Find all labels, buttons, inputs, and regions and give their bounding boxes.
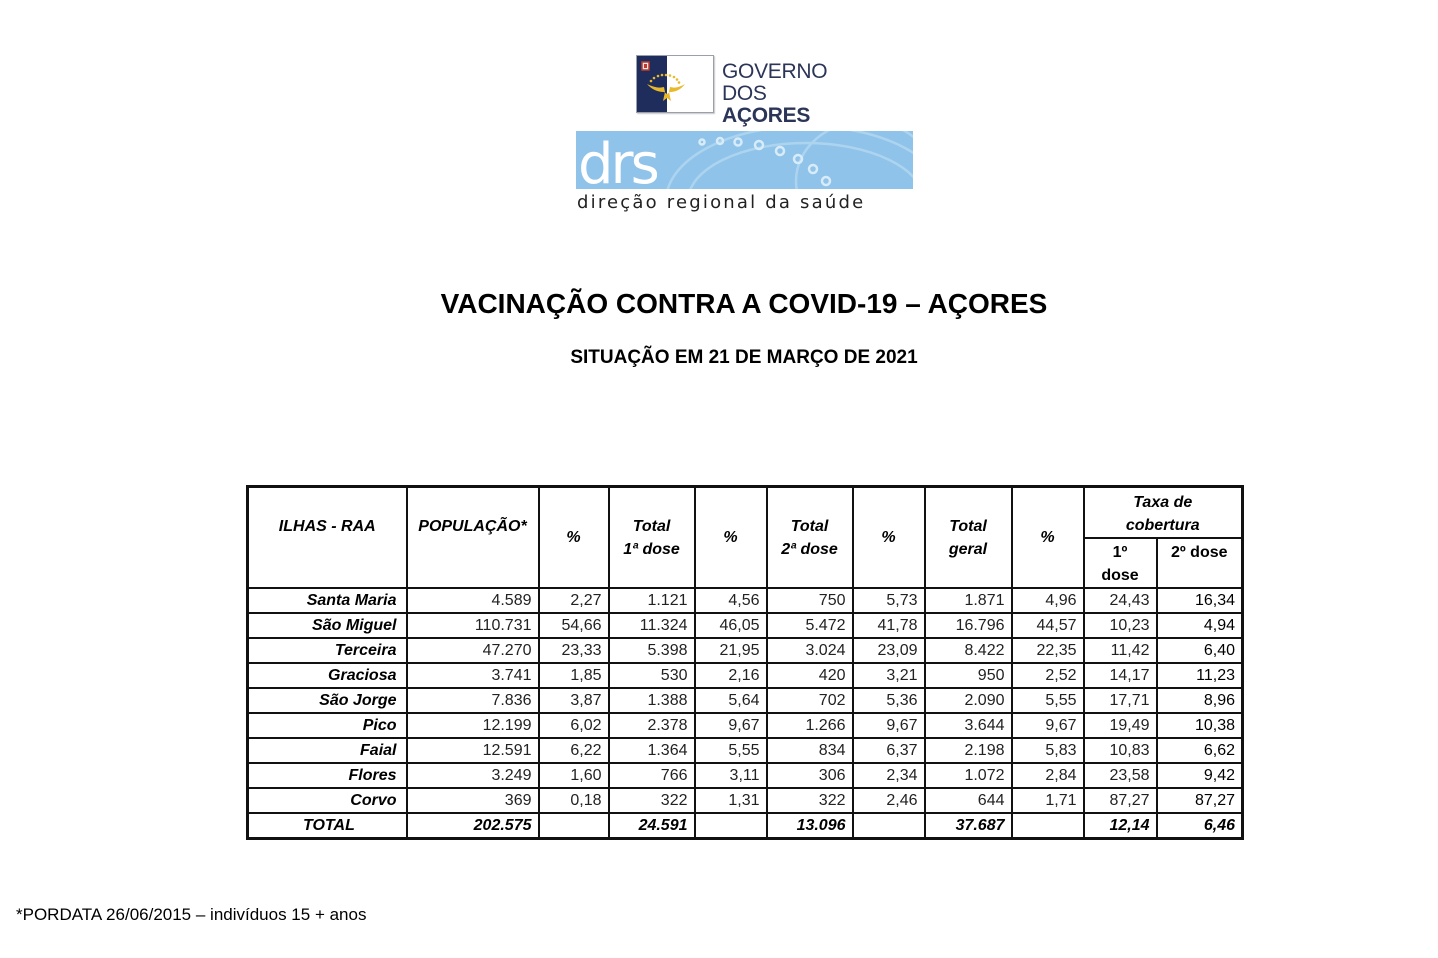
coverage-dose1-cell: 17,71	[1084, 688, 1157, 713]
total-pct-cell: 1,71	[1012, 788, 1084, 813]
table-row	[248, 688, 1243, 713]
island-cell: Santa Maria	[248, 588, 407, 613]
total-cell: 950	[925, 663, 1012, 688]
table-row	[248, 638, 1243, 663]
header-total-pct: %	[1012, 487, 1084, 589]
total-pct-cell: 9,67	[1012, 713, 1084, 738]
total-cell: 8.422	[925, 638, 1012, 663]
population-cell: 12.199	[407, 713, 539, 738]
coverage-dose1-cell: 19,49	[1084, 713, 1157, 738]
table-header-row	[248, 487, 1243, 539]
total-pct-cell	[1012, 813, 1084, 839]
header-dose2: Total 2ª dose	[767, 487, 853, 589]
coverage-dose2-cell: 4,94	[1157, 613, 1243, 638]
population-cell: 4.589	[407, 588, 539, 613]
coverage-dose1-cell: 23,58	[1084, 763, 1157, 788]
pop-pct-cell: 6,22	[539, 738, 609, 763]
island-cell: Flores	[248, 763, 407, 788]
dose1-cell: 2.378	[609, 713, 695, 738]
total-pct-cell: 2,52	[1012, 663, 1084, 688]
header-island: ILHAS - RAA	[248, 487, 407, 589]
population-cell: 47.270	[407, 638, 539, 663]
table-body	[248, 588, 1243, 839]
island-cell: TOTAL	[248, 813, 407, 839]
footnote: *PORDATA 26/06/2015 – indivíduos 15 + anos	[16, 905, 367, 924]
dose1-pct-cell: 5,64	[695, 688, 767, 713]
dose1-cell: 5.398	[609, 638, 695, 663]
header-coverage-dose1: 1º dose	[1084, 538, 1157, 588]
header-total: Total geral	[925, 487, 1012, 589]
header-pop-pct: %	[539, 487, 609, 589]
pop-pct-cell: 3,87	[539, 688, 609, 713]
coverage-dose1-cell: 11,42	[1084, 638, 1157, 663]
coverage-dose2-cell: 10,38	[1157, 713, 1243, 738]
table-row	[248, 788, 1243, 813]
island-cell: Pico	[248, 713, 407, 738]
drs-banner	[576, 131, 913, 189]
header-dose1-pct: %	[695, 487, 767, 589]
pop-pct-cell: 1,60	[539, 763, 609, 788]
drs-full-name: direção regional da saúde	[577, 192, 866, 213]
pop-pct-cell: 23,33	[539, 638, 609, 663]
pop-pct-cell: 6,02	[539, 713, 609, 738]
total-row	[248, 813, 1243, 839]
coverage-dose1-cell: 24,43	[1084, 588, 1157, 613]
header-population: POPULAÇÃO*	[407, 487, 539, 589]
dose2-cell: 306	[767, 763, 853, 788]
total-pct-cell: 44,57	[1012, 613, 1084, 638]
header-coverage: Taxa de cobertura	[1084, 487, 1243, 539]
dose2-cell: 834	[767, 738, 853, 763]
population-cell: 7.836	[407, 688, 539, 713]
dose2-cell: 3.024	[767, 638, 853, 663]
azores-flag-icon	[636, 55, 714, 113]
island-cell: Graciosa	[248, 663, 407, 688]
coverage-dose2-cell: 11,23	[1157, 663, 1243, 688]
gov-line-2: DOS AÇORES	[722, 82, 811, 127]
dose1-pct-cell: 2,16	[695, 663, 767, 688]
population-cell: 369	[407, 788, 539, 813]
dose2-pct-cell: 41,78	[853, 613, 925, 638]
dose2-pct-cell: 6,37	[853, 738, 925, 763]
total-cell: 37.687	[925, 813, 1012, 839]
island-cell: Faial	[248, 738, 407, 763]
dose2-cell: 420	[767, 663, 853, 688]
island-cell: Terceira	[248, 638, 407, 663]
population-cell: 202.575	[407, 813, 539, 839]
coverage-dose1-cell: 87,27	[1084, 788, 1157, 813]
dose1-pct-cell	[695, 813, 767, 839]
dose1-cell: 322	[609, 788, 695, 813]
coverage-dose2-cell: 6,40	[1157, 638, 1243, 663]
pop-pct-cell: 2,27	[539, 588, 609, 613]
population-cell: 12.591	[407, 738, 539, 763]
dose1-cell: 24.591	[609, 813, 695, 839]
dose2-pct-cell: 5,36	[853, 688, 925, 713]
pop-pct-cell: 1,85	[539, 663, 609, 688]
gov-line-1: GOVERNO	[722, 60, 828, 83]
drs-acronym: drs	[578, 132, 657, 189]
governo-acores-wordmark	[722, 61, 856, 127]
dose2-pct-cell: 2,34	[853, 763, 925, 788]
dose1-cell: 11.324	[609, 613, 695, 638]
dose2-cell: 702	[767, 688, 853, 713]
total-pct-cell: 5,83	[1012, 738, 1084, 763]
coverage-dose1-cell: 14,17	[1084, 663, 1157, 688]
coverage-dose2-cell: 6,46	[1157, 813, 1243, 839]
population-cell: 3.249	[407, 763, 539, 788]
pop-pct-cell: 0,18	[539, 788, 609, 813]
island-cell: São Miguel	[248, 613, 407, 638]
page-title: VACINAÇÃO CONTRA A COVID-19 – AÇORES	[440, 288, 1048, 319]
dose1-pct-cell: 1,31	[695, 788, 767, 813]
dose2-pct-cell: 9,67	[853, 713, 925, 738]
dose2-cell: 5.472	[767, 613, 853, 638]
pop-pct-cell: 54,66	[539, 613, 609, 638]
total-pct-cell: 5,55	[1012, 688, 1084, 713]
dose1-cell: 766	[609, 763, 695, 788]
dose2-pct-cell: 3,21	[853, 663, 925, 688]
island-cell: Corvo	[248, 788, 407, 813]
total-cell: 3.644	[925, 713, 1012, 738]
header-dose1: Total 1ª dose	[609, 487, 695, 589]
dose1-pct-cell: 5,55	[695, 738, 767, 763]
dose2-cell: 13.096	[767, 813, 853, 839]
total-cell: 1.871	[925, 588, 1012, 613]
pop-pct-cell	[539, 813, 609, 839]
dose1-cell: 530	[609, 663, 695, 688]
dose2-cell: 1.266	[767, 713, 853, 738]
dose1-pct-cell: 4,56	[695, 588, 767, 613]
table-row	[248, 588, 1243, 613]
dose2-pct-cell	[853, 813, 925, 839]
dose1-pct-cell: 3,11	[695, 763, 767, 788]
population-cell: 3.741	[407, 663, 539, 688]
table-row	[248, 738, 1243, 763]
total-cell: 2.198	[925, 738, 1012, 763]
total-cell: 2.090	[925, 688, 1012, 713]
page-subtitle: SITUAÇÃO EM 21 DE MARÇO DE 2021	[570, 347, 918, 368]
coverage-dose1-cell: 10,83	[1084, 738, 1157, 763]
coverage-dose1-cell: 12,14	[1084, 813, 1157, 839]
total-pct-cell: 22,35	[1012, 638, 1084, 663]
table-row	[248, 613, 1243, 638]
dose1-cell: 1.388	[609, 688, 695, 713]
dose1-cell: 1.121	[609, 588, 695, 613]
dose1-pct-cell: 21,95	[695, 638, 767, 663]
dose2-cell: 750	[767, 588, 853, 613]
dose2-pct-cell: 2,46	[853, 788, 925, 813]
total-pct-cell: 2,84	[1012, 763, 1084, 788]
coverage-dose2-cell: 8,96	[1157, 688, 1243, 713]
governo-acores-logo	[636, 55, 856, 127]
coverage-dose2-cell: 87,27	[1157, 788, 1243, 813]
coverage-dose2-cell: 16,34	[1157, 588, 1243, 613]
header-coverage-dose2: 2º dose	[1157, 538, 1243, 588]
total-pct-cell: 4,96	[1012, 588, 1084, 613]
dose1-pct-cell: 9,67	[695, 713, 767, 738]
table-row	[248, 663, 1243, 688]
dose2-pct-cell: 23,09	[853, 638, 925, 663]
dose2-cell: 322	[767, 788, 853, 813]
drs-logo	[576, 131, 913, 217]
total-cell: 1.072	[925, 763, 1012, 788]
dose1-cell: 1.364	[609, 738, 695, 763]
coverage-dose2-cell: 9,42	[1157, 763, 1243, 788]
coverage-dose1-cell: 10,23	[1084, 613, 1157, 638]
total-cell: 644	[925, 788, 1012, 813]
dose2-pct-cell: 5,73	[853, 588, 925, 613]
table-row	[248, 713, 1243, 738]
coverage-dose2-cell: 6,62	[1157, 738, 1243, 763]
dose1-pct-cell: 46,05	[695, 613, 767, 638]
island-cell: São Jorge	[248, 688, 407, 713]
table-row	[248, 763, 1243, 788]
header-dose2-pct: %	[853, 487, 925, 589]
population-cell: 110.731	[407, 613, 539, 638]
total-cell: 16.796	[925, 613, 1012, 638]
vaccination-table	[246, 485, 1244, 840]
